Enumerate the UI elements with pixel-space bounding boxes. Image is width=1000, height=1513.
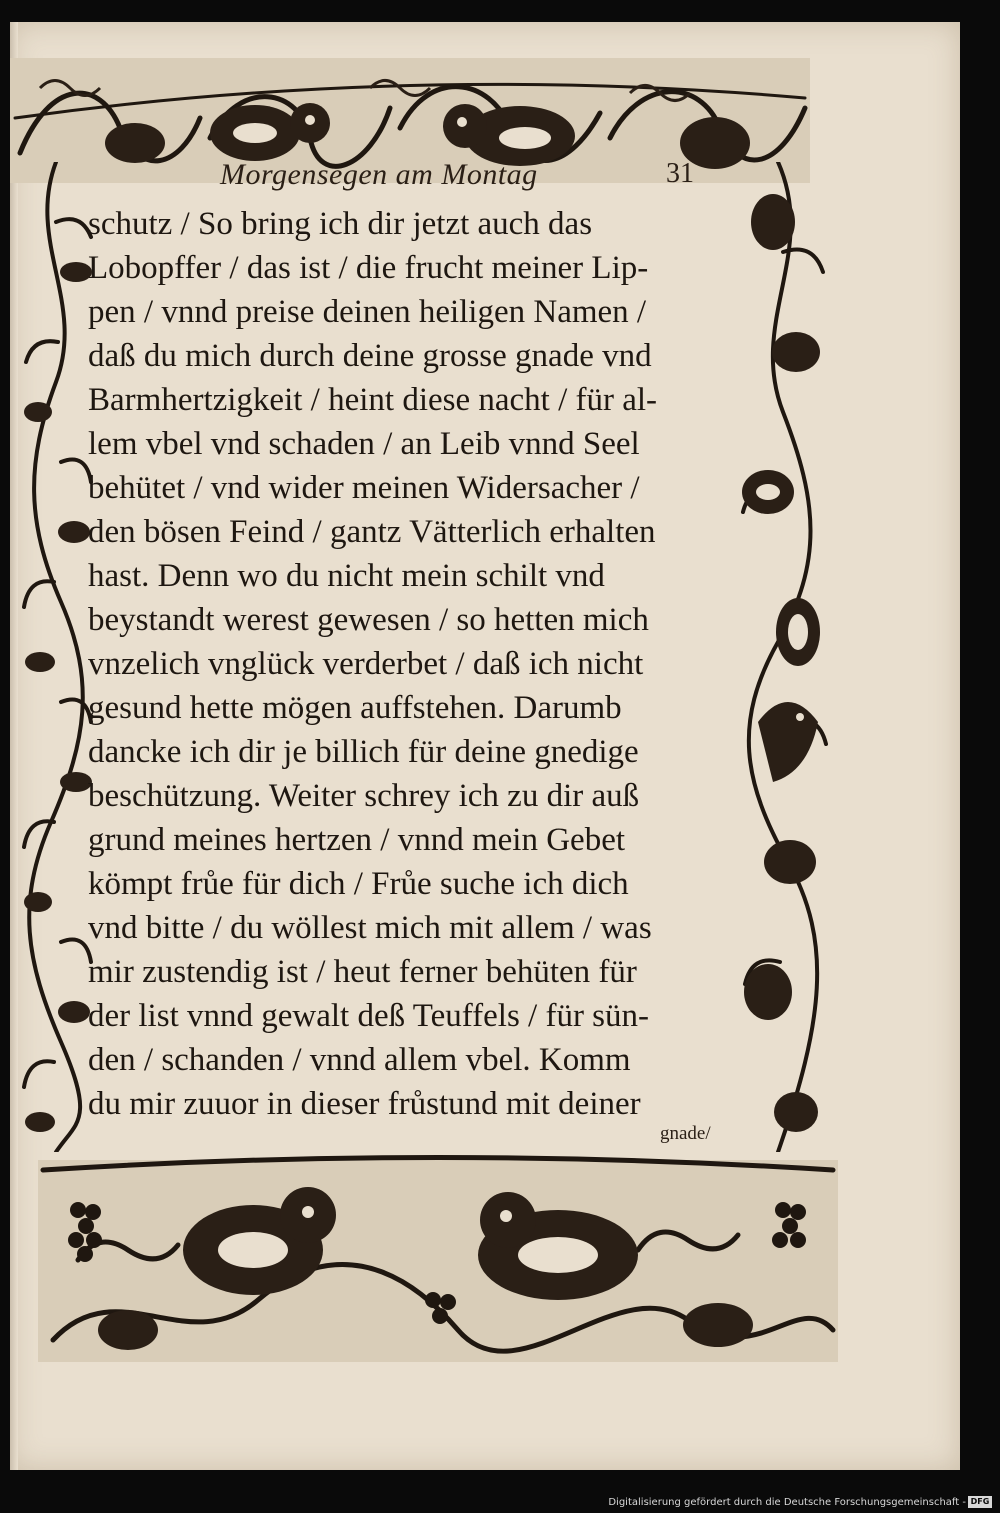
text-line: den / schanden / vnnd allem vbel. Komm bbox=[88, 1042, 631, 1078]
woodcut-vine-border-icon bbox=[728, 162, 838, 1152]
text-line: behütet / vnd wider meinen Widersacher / bbox=[88, 470, 640, 506]
text-line: mir zustendig ist / heut ferner behüten für bbox=[88, 954, 637, 990]
text-line: der list vnnd gewalt deß Teuffels / für sün- bbox=[88, 998, 650, 1034]
text-line: beystandt werest gewesen / so hetten mich bbox=[88, 602, 649, 638]
book-page bbox=[10, 22, 960, 1470]
text-line: daß du mich durch deine grosse gnade vnd bbox=[88, 338, 652, 374]
text-line: vnd bitte / du wöllest mich mit allem / was bbox=[88, 910, 652, 946]
text-line: schutz / So bring ich dir jetzt auch das bbox=[88, 206, 593, 242]
text-line: den bösen Feind / gantz Vätterlich erhalten bbox=[88, 514, 656, 550]
text-line: lem vbel vnd schaden / an Leib vnnd Seel bbox=[88, 426, 640, 462]
dfg-logo: DFG bbox=[968, 1496, 992, 1508]
text-line: beschützung. Weiter schrey ich zu dir auß bbox=[88, 778, 640, 814]
text-line: dancke ich dir je billich für deine gnedige bbox=[88, 734, 639, 770]
digitization-credit: Digitalisierung gefördert durch die Deutsche Forschungsgemeinschaft - bbox=[608, 1497, 966, 1508]
text-line: hast. Denn wo du nicht mein schilt vnd bbox=[88, 558, 605, 594]
page-number: 31 bbox=[666, 158, 694, 189]
woodcut-vine-border-icon bbox=[16, 162, 98, 1152]
body-text bbox=[88, 202, 728, 1126]
catchword: gnade/ bbox=[660, 1123, 711, 1144]
woodcut-grapevine-border-icon bbox=[38, 1140, 838, 1362]
text-line: du mir zuuor in dieser frůstund mit deiner bbox=[88, 1086, 641, 1122]
text-line: Lobopffer / das ist / die frucht meiner Lip- bbox=[88, 250, 649, 286]
text-line: Barmhertzigkeit / heint diese nacht / für al- bbox=[88, 382, 658, 418]
text-line: kömpt frůe für dich / Frůe suche ich dich bbox=[88, 866, 629, 902]
text-line: grund meines hertzen / vnnd mein Gebet bbox=[88, 822, 626, 858]
running-head: Morgensegen am Montag bbox=[220, 158, 538, 191]
text-line: vnzelich vnglück verderbet / daß ich nicht bbox=[88, 646, 644, 682]
text-line: gesund hette mögen auffstehen. Darumb bbox=[88, 690, 622, 726]
text-line: pen / vnnd preise deinen heiligen Namen / bbox=[88, 294, 647, 330]
